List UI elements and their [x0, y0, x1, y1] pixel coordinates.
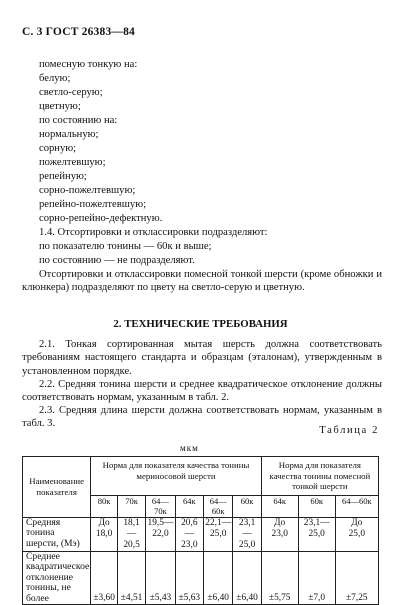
sub-header: 64—60к [203, 495, 233, 517]
section-title: 2. ТЕХНИЧЕСКИЕ ТРЕБОВАНИЯ [113, 318, 288, 330]
list-line: сорно-репейно-дефектную. [39, 213, 163, 224]
table-cell: До 23,0 [261, 517, 298, 551]
paragraph-2-3-visible: 2.3. Средняя длина шерсти должна соответствовать нормам, указанным в табл. 3. [22, 405, 382, 430]
sub-header: 64—70к [146, 495, 176, 517]
sub-header: 60к [233, 495, 261, 517]
list-line: по состоянию на: [39, 115, 118, 126]
sub-header: 64к [175, 495, 203, 517]
table-cell: 19,5— 22,0 [146, 517, 176, 551]
table-cell: 22,1— 25,0 [203, 517, 233, 551]
paragraph-1-4-b: по состоянию — не подразделяют. [39, 255, 195, 266]
list-line: цветную; [39, 101, 81, 112]
table-cell: До 18,0 [91, 517, 118, 551]
page-header: С. 3 ГОСТ 26383—84 [22, 26, 135, 38]
table-cell: ±6,40 [203, 551, 233, 605]
paragraph-1-4-a: по показателю тонины — 60к и выше; [39, 241, 212, 252]
list-line: светло-серую; [39, 87, 103, 98]
col-header-indicator: Наименование показателя [23, 457, 91, 518]
sub-header: 60к [298, 495, 335, 517]
table-cell: ±4,51 [117, 551, 145, 605]
list-line: репейную; [39, 171, 87, 182]
table-cell: ±5,63 [175, 551, 203, 605]
list-line: репейно-пожелтевшую; [39, 199, 147, 210]
table-cell: До 25,0 [335, 517, 378, 551]
list-line: пожелтевшую; [39, 157, 106, 168]
table-cell: 18,1— 20,5 [117, 517, 145, 551]
list-line: белую; [39, 73, 71, 84]
sub-header: 70к [117, 495, 145, 517]
table-cell: ±7,25 [335, 551, 378, 605]
table-cell: ±5,43 [146, 551, 176, 605]
table-row [23, 551, 379, 605]
table-row [23, 517, 379, 551]
paragraph-1-4: 1.4. Отсортировки и отклассировки подразделяют: [39, 227, 268, 238]
table-cell: ±7,0 [298, 551, 335, 605]
table-cell: ±5,75 [261, 551, 298, 605]
table-cell: ±6,40 [233, 551, 261, 605]
table-cell: 23,1— 25,0 [233, 517, 261, 551]
list-line: сорно-пожелтевшую; [39, 185, 136, 196]
norms-table [22, 456, 379, 605]
col-header-merino: Норма для показателя качества тонины мериносовой шерсти [91, 457, 261, 496]
table-cell: 20,6— 23,0 [175, 517, 203, 551]
table-cell: ±3,60 [91, 551, 118, 605]
table-caption: Таблица 2 [319, 425, 379, 436]
col-header-crossbred: Норма для показателя качества тонины помесной тонкой шерсти [261, 457, 378, 496]
row-label: Среднее квадратическое отклонение тонины, не более [23, 551, 91, 605]
list-line: помесную тонкую на: [39, 59, 138, 70]
paragraph-2-1: 2.1. Тонкая сортированная мытая шерсть должна соответствовать требованиям настоящего стандарта и образцам (эталонам), утвержденным в установленном порядке. [22, 339, 382, 377]
sub-header: 64—60к [335, 495, 378, 517]
table-cell: 23,1— 25,0 [298, 517, 335, 551]
list-line: сорную; [39, 143, 77, 154]
paragraph-1-4-c: Отсортировки и отклассировки помесной тонкой шерсти (кроме обножки и клюнкера) подразделяют по цвету на светло-серую и цветную. [22, 269, 382, 294]
sub-header: 80к [91, 495, 118, 517]
list-line: нормальную; [39, 129, 99, 140]
row-label: Средняя тонина шерсти, (Мэ) [23, 517, 91, 551]
table-unit: мкм [180, 443, 199, 453]
sub-header: 64к [261, 495, 298, 517]
paragraph-2-2: 2.2. Средняя тонина шерсти и среднее квадратическое отклонение должны соответствовать нормам, указанным в табл. 2. [22, 379, 382, 404]
